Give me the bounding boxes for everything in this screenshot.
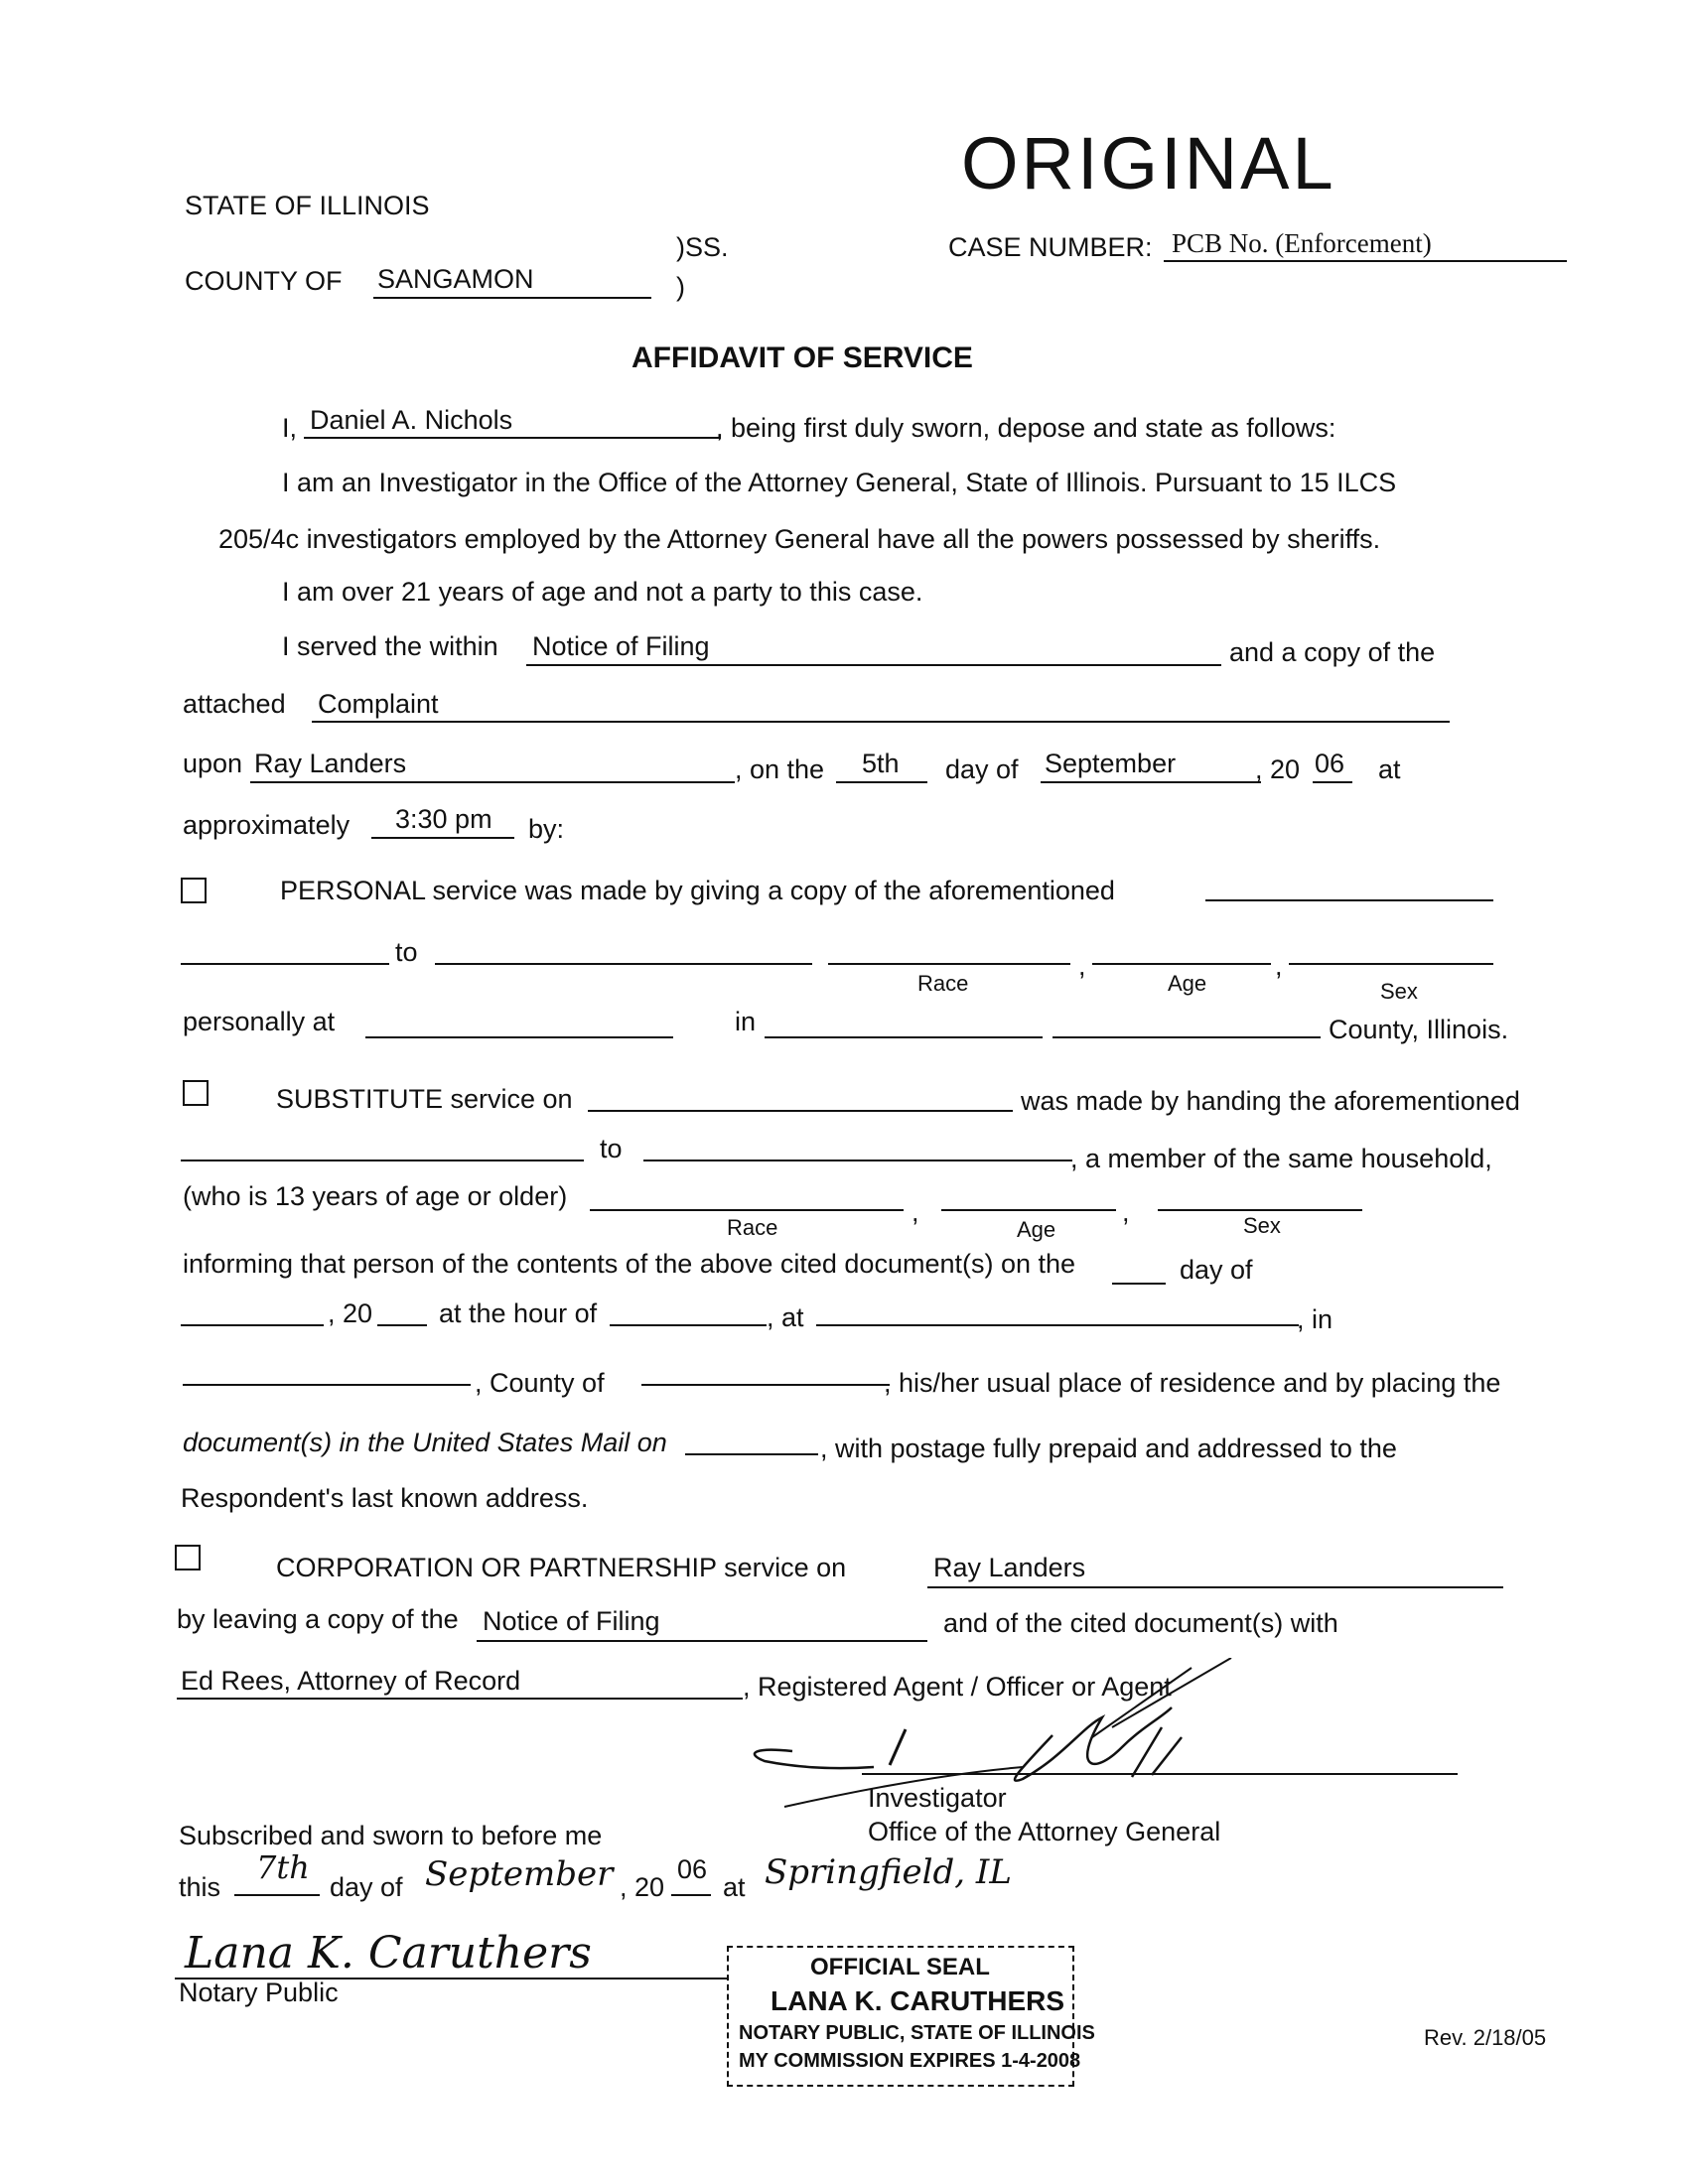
substitute-county-underline [641,1384,890,1386]
notary-day-value: 7th [256,1848,310,1886]
corporation-underline [927,1586,1503,1588]
investigator-signature [695,1658,1489,1817]
informing-day-of-label: day of [1180,1255,1253,1285]
personal-race-caption: Race [917,971,969,996]
mail-underline [685,1453,818,1455]
upon-label: upon [183,749,243,778]
notary-day-of-label: day of [330,1872,403,1902]
served-label: I served the within [282,631,498,661]
personally-at-underline [365,1036,673,1038]
substitute-comma-2: , [1122,1197,1130,1227]
hour-underline [610,1324,767,1326]
corporation-service-value: Ray Landers [933,1553,1086,1582]
service-year-underline [1313,781,1352,783]
investigator-label: Investigator [868,1783,1007,1813]
service-time-underline [371,837,514,839]
seal-line-4: MY COMMISSION EXPIRES 1-4-2008 [739,2050,1081,2072]
affiant-prefix: I, [282,413,298,443]
service-year-prefix: , 20 [1255,754,1301,784]
agent-value: Ed Rees, Attorney of Record [181,1666,521,1696]
investigator-statement-1: I am an Investigator in the Office of the Attorney General, State of Illinois. Pursuant to 15 ILCS [282,468,1397,497]
leaving-label: by leaving a copy of the [177,1604,459,1634]
substitute-city-underline [183,1384,471,1386]
affiant-name: Daniel A. Nichols [310,405,513,435]
personal-county-label: County, Illinois. [1329,1015,1509,1044]
substitute-age-underline [941,1209,1116,1211]
on-the-label: , on the [735,754,825,784]
personal-age-caption: Age [1168,971,1207,996]
county-underline [373,297,651,299]
substitute-race-underline [590,1209,904,1211]
personal-sex-underline [1289,963,1493,965]
substitute-at-underline [816,1324,1299,1326]
age-statement: I am over 21 years of age and not a party to this case. [282,577,923,607]
served-document: Notice of Filing [532,631,710,661]
personal-county-underline [1052,1036,1321,1038]
original-stamp: ORIGINAL [961,122,1336,205]
approx-label: approximately [183,810,351,840]
service-day-underline [836,781,927,783]
substitute-sex-caption: Sex [1243,1213,1281,1238]
upon-underline [250,781,735,783]
hour-label: at the hour of [439,1298,598,1328]
paren-marker: ) [676,272,685,302]
service-year: 06 [1315,749,1345,778]
agent-underline [177,1698,743,1700]
investigator-statement-2: 205/4c investigators employed by the Attorney General have all the powers possessed by sheriffs. [218,524,1381,554]
attached-label: attached [183,689,286,719]
informing-day-underline [1112,1283,1166,1285]
personal-to-underline [435,963,812,965]
notary-public-label: Notary Public [179,1978,339,2007]
corporation-service-checkbox[interactable] [175,1545,201,1570]
personal-sex-caption: Sex [1380,979,1418,1004]
substitute-age-caption: Age [1017,1217,1056,1242]
substitute-to-label: to [600,1134,623,1163]
personal-service-label: PERSONAL service was made by giving a copy of the aforementioned [280,876,1115,905]
substitute-comma-1: , [912,1197,919,1227]
substitute-copy-underline [181,1160,584,1161]
office-label: Office of the Attorney General [868,1817,1221,1846]
corporation-service-label: CORPORATION OR PARTNERSHIP service on [276,1553,847,1582]
personally-at-label: personally at [183,1007,336,1036]
personal-service-checkbox[interactable] [181,878,207,903]
seal-line-1: OFFICIAL SEAL [810,1954,990,1980]
informing-label: informing that person of the contents of the above cited document(s) on the [183,1249,1076,1279]
who-label: (who is 13 years of age or older) [183,1181,568,1211]
subscribed-label: Subscribed and sworn to before me [179,1821,603,1850]
personal-city-underline [765,1036,1043,1038]
personal-doc-underline [1205,899,1493,901]
upon-value: Ray Landers [254,749,407,778]
household-label: , a member of the same household, [1070,1144,1492,1173]
postage-label: , with postage fully prepaid and addressed to the [820,1433,1397,1463]
attached-underline [312,721,1450,723]
personal-copy-underline [181,963,389,965]
seal-line-2: LANA K. CARUTHERS [771,1985,1065,2016]
copy-label: and a copy of the [1229,637,1436,667]
substitute-in-label: , in [1297,1304,1333,1334]
personal-in-label: in [735,1007,757,1036]
notary-month-value: September [425,1854,614,1894]
county-of-label: , County of [475,1368,605,1398]
mail-label: document(s) in the United States Mail on [183,1428,667,1457]
substitute-race-caption: Race [727,1215,778,1240]
case-number-label: CASE NUMBER: [948,232,1153,262]
affiant-underline [304,437,721,439]
service-month: September [1045,749,1177,778]
case-number-value: PCB No. (Enforcement) [1172,228,1432,258]
official-seal [727,1946,1095,2087]
personal-to-label: to [395,937,418,967]
residence-label: , his/her usual place of residence and by placing the [884,1368,1501,1398]
personal-comma-2: , [1275,951,1283,981]
leaving-underline [477,1640,927,1642]
informing-year-prefix: , 20 [328,1298,373,1328]
served-underline [526,664,1221,666]
leaving-document: Notice of Filing [483,1606,660,1636]
personal-race-underline [828,963,1070,965]
notary-this-label: this [179,1872,221,1902]
county-label: COUNTY OF [185,266,343,296]
affiant-suffix: , being first duly sworn, depose and state as follows: [716,413,1336,443]
notary-signature: Lana K. Caruthers [185,1928,592,1979]
substitute-service-checkbox[interactable] [183,1080,209,1106]
informing-year-underline [377,1324,427,1326]
at-label: at [1378,754,1401,784]
notary-day-underline [234,1894,320,1896]
personal-comma-1: , [1078,951,1086,981]
case-number-underline [1164,260,1567,262]
county-value: SANGAMON [377,264,534,294]
document-title: AFFIDAVIT OF SERVICE [632,341,973,374]
investigator-signature-line [862,1773,1458,1775]
service-day: 5th [862,749,900,778]
notary-at-label: at [723,1872,746,1902]
attached-document: Complaint [318,689,439,719]
seal-line-3: NOTARY PUBLIC, STATE OF ILLINOIS [739,2022,1095,2044]
service-time: 3:30 pm [395,804,492,834]
respondent-label: Respondent's last known address. [181,1483,589,1513]
notary-year-underline [671,1894,711,1896]
service-month-underline [1041,781,1261,783]
informing-month-underline [181,1324,324,1326]
day-of-label: day of [945,754,1019,784]
substitute-to-underline [643,1160,1072,1161]
revision-label: Rev. 2/18/05 [1424,2025,1547,2050]
state-label: STATE OF ILLINOIS [185,191,430,220]
substitute-at-label: , at [767,1302,804,1332]
cited-label: and of the cited document(s) with [943,1608,1338,1638]
notary-year-prefix: , 20 [620,1872,665,1902]
substitute-sex-underline [1158,1209,1362,1211]
substitute-service-label: SUBSTITUTE service on [276,1084,573,1114]
by-label: by: [528,814,565,844]
notary-place-value: Springfield, IL [765,1852,1012,1892]
notary-year-value: 06 [677,1854,708,1884]
substitute-on-underline [588,1110,1013,1112]
ss-marker: )SS. [676,232,729,262]
personal-age-underline [1092,963,1271,965]
substitute-handing-label: was made by handing the aforementioned [1021,1086,1520,1116]
agent-label: , Registered Agent / Officer or Agent [743,1672,1172,1702]
